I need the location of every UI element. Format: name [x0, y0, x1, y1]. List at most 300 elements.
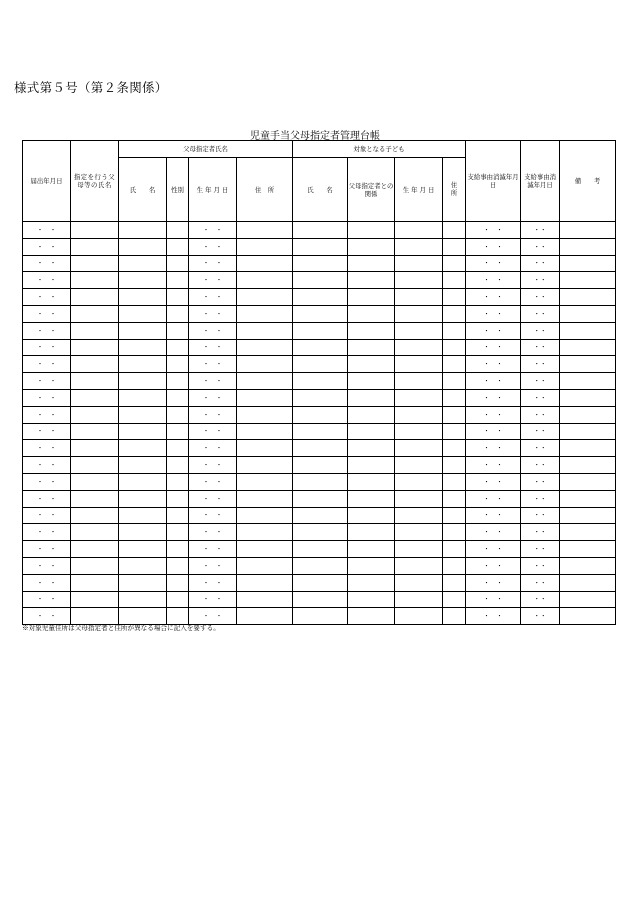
payment-loss-date-cell[interactable]: ・ ・ — [466, 591, 521, 608]
designee-address-cell[interactable] — [237, 591, 293, 608]
child-name-cell[interactable] — [293, 440, 348, 457]
payment-cease-date-cell[interactable]: ・・ — [521, 557, 560, 574]
child-birth-cell[interactable] — [395, 339, 443, 356]
child-name-cell[interactable] — [293, 507, 348, 524]
payment-loss-date-cell[interactable]: ・ ・ — [466, 457, 521, 474]
child-address-cell[interactable] — [443, 440, 466, 457]
child-birth-cell[interactable] — [395, 255, 443, 272]
designee-birth-cell[interactable]: ・ ・ — [189, 406, 237, 423]
designee-birth-cell[interactable]: ・ ・ — [189, 272, 237, 289]
child-relation-cell[interactable] — [348, 272, 395, 289]
payment-loss-date-cell[interactable]: ・ ・ — [466, 373, 521, 390]
payment-loss-date-cell[interactable]: ・ ・ — [466, 255, 521, 272]
child-name-cell[interactable] — [293, 356, 348, 373]
child-relation-cell[interactable] — [348, 238, 395, 255]
designee-name-cell[interactable] — [119, 238, 167, 255]
child-birth-cell[interactable] — [395, 406, 443, 423]
designee-name-cell[interactable] — [119, 557, 167, 574]
child-address-cell[interactable] — [443, 457, 466, 474]
designee-birth-cell[interactable]: ・ ・ — [189, 591, 237, 608]
remarks-cell[interactable] — [560, 289, 616, 306]
child-name-cell[interactable] — [293, 389, 348, 406]
payment-loss-date-cell[interactable]: ・ ・ — [466, 557, 521, 574]
designee-name-cell[interactable] — [119, 289, 167, 306]
child-birth-cell[interactable] — [395, 591, 443, 608]
designee-sex-cell[interactable] — [167, 356, 189, 373]
notify-date-cell[interactable]: ・ ・ — [23, 255, 71, 272]
child-birth-cell[interactable] — [395, 356, 443, 373]
designee-birth-cell[interactable]: ・ ・ — [189, 608, 237, 625]
child-address-cell[interactable] — [443, 591, 466, 608]
designee-name-cell[interactable] — [119, 490, 167, 507]
payment-loss-date-cell[interactable]: ・ ・ — [466, 507, 521, 524]
child-relation-cell[interactable] — [348, 440, 395, 457]
child-relation-cell[interactable] — [348, 591, 395, 608]
child-birth-cell[interactable] — [395, 507, 443, 524]
child-address-cell[interactable] — [443, 423, 466, 440]
child-relation-cell[interactable] — [348, 389, 395, 406]
child-address-cell[interactable] — [443, 222, 466, 239]
remarks-cell[interactable] — [560, 389, 616, 406]
designee-sex-cell[interactable] — [167, 238, 189, 255]
child-address-cell[interactable] — [443, 389, 466, 406]
child-address-cell[interactable] — [443, 406, 466, 423]
remarks-cell[interactable] — [560, 490, 616, 507]
designee-sex-cell[interactable] — [167, 339, 189, 356]
notify-date-cell[interactable]: ・ ・ — [23, 457, 71, 474]
designee-address-cell[interactable] — [237, 423, 293, 440]
child-name-cell[interactable] — [293, 406, 348, 423]
remarks-cell[interactable] — [560, 272, 616, 289]
child-address-cell[interactable] — [443, 356, 466, 373]
designee-address-cell[interactable] — [237, 524, 293, 541]
designee-name-cell[interactable] — [119, 389, 167, 406]
payment-loss-date-cell[interactable]: ・ ・ — [466, 524, 521, 541]
child-relation-cell[interactable] — [348, 423, 395, 440]
payment-loss-date-cell[interactable]: ・ ・ — [466, 541, 521, 558]
designee-name-cell[interactable] — [119, 423, 167, 440]
designator-name-cell[interactable] — [71, 322, 119, 339]
child-relation-cell[interactable] — [348, 339, 395, 356]
child-address-cell[interactable] — [443, 574, 466, 591]
notify-date-cell[interactable]: ・ ・ — [23, 440, 71, 457]
child-address-cell[interactable] — [443, 238, 466, 255]
child-name-cell[interactable] — [293, 305, 348, 322]
child-address-cell[interactable] — [443, 373, 466, 390]
payment-loss-date-cell[interactable]: ・ ・ — [466, 356, 521, 373]
payment-cease-date-cell[interactable]: ・・ — [521, 289, 560, 306]
notify-date-cell[interactable]: ・ ・ — [23, 356, 71, 373]
child-birth-cell[interactable] — [395, 541, 443, 558]
remarks-cell[interactable] — [560, 373, 616, 390]
designee-sex-cell[interactable] — [167, 524, 189, 541]
child-name-cell[interactable] — [293, 473, 348, 490]
designee-address-cell[interactable] — [237, 507, 293, 524]
remarks-cell[interactable] — [560, 541, 616, 558]
remarks-cell[interactable] — [560, 339, 616, 356]
notify-date-cell[interactable]: ・ ・ — [23, 490, 71, 507]
designee-address-cell[interactable] — [237, 289, 293, 306]
designee-birth-cell[interactable]: ・ ・ — [189, 457, 237, 474]
designee-name-cell[interactable] — [119, 541, 167, 558]
notify-date-cell[interactable]: ・ ・ — [23, 272, 71, 289]
child-birth-cell[interactable] — [395, 423, 443, 440]
child-birth-cell[interactable] — [395, 238, 443, 255]
child-relation-cell[interactable] — [348, 289, 395, 306]
designee-address-cell[interactable] — [237, 255, 293, 272]
designee-sex-cell[interactable] — [167, 490, 189, 507]
designee-sex-cell[interactable] — [167, 255, 189, 272]
child-relation-cell[interactable] — [348, 373, 395, 390]
payment-cease-date-cell[interactable]: ・・ — [521, 339, 560, 356]
designee-name-cell[interactable] — [119, 272, 167, 289]
designee-address-cell[interactable] — [237, 322, 293, 339]
designee-sex-cell[interactable] — [167, 440, 189, 457]
child-relation-cell[interactable] — [348, 574, 395, 591]
notify-date-cell[interactable]: ・ ・ — [23, 339, 71, 356]
notify-date-cell[interactable]: ・ ・ — [23, 557, 71, 574]
notify-date-cell[interactable]: ・ ・ — [23, 507, 71, 524]
child-name-cell[interactable] — [293, 322, 348, 339]
designee-address-cell[interactable] — [237, 473, 293, 490]
child-name-cell[interactable] — [293, 557, 348, 574]
payment-loss-date-cell[interactable]: ・ ・ — [466, 389, 521, 406]
designator-name-cell[interactable] — [71, 524, 119, 541]
designee-name-cell[interactable] — [119, 222, 167, 239]
child-address-cell[interactable] — [443, 524, 466, 541]
remarks-cell[interactable] — [560, 608, 616, 625]
child-relation-cell[interactable] — [348, 541, 395, 558]
child-address-cell[interactable] — [443, 289, 466, 306]
designee-address-cell[interactable] — [237, 541, 293, 558]
child-relation-cell[interactable] — [348, 473, 395, 490]
child-birth-cell[interactable] — [395, 305, 443, 322]
designee-address-cell[interactable] — [237, 339, 293, 356]
payment-loss-date-cell[interactable]: ・ ・ — [466, 238, 521, 255]
payment-cease-date-cell[interactable]: ・・ — [521, 322, 560, 339]
child-address-cell[interactable] — [443, 255, 466, 272]
designee-address-cell[interactable] — [237, 457, 293, 474]
designator-name-cell[interactable] — [71, 389, 119, 406]
designee-birth-cell[interactable]: ・ ・ — [189, 339, 237, 356]
notify-date-cell[interactable]: ・ ・ — [23, 608, 71, 625]
child-name-cell[interactable] — [293, 457, 348, 474]
remarks-cell[interactable] — [560, 238, 616, 255]
payment-cease-date-cell[interactable]: ・・ — [521, 305, 560, 322]
child-address-cell[interactable] — [443, 272, 466, 289]
designee-address-cell[interactable] — [237, 272, 293, 289]
payment-cease-date-cell[interactable]: ・・ — [521, 524, 560, 541]
designee-sex-cell[interactable] — [167, 322, 189, 339]
payment-cease-date-cell[interactable]: ・・ — [521, 490, 560, 507]
designee-name-cell[interactable] — [119, 356, 167, 373]
designee-address-cell[interactable] — [237, 557, 293, 574]
designee-sex-cell[interactable] — [167, 574, 189, 591]
payment-loss-date-cell[interactable]: ・ ・ — [466, 574, 521, 591]
child-birth-cell[interactable] — [395, 389, 443, 406]
designee-sex-cell[interactable] — [167, 222, 189, 239]
designator-name-cell[interactable] — [71, 238, 119, 255]
payment-loss-date-cell[interactable]: ・ ・ — [466, 222, 521, 239]
designee-address-cell[interactable] — [237, 389, 293, 406]
designee-birth-cell[interactable]: ・ ・ — [189, 440, 237, 457]
child-address-cell[interactable] — [443, 322, 466, 339]
remarks-cell[interactable] — [560, 356, 616, 373]
child-name-cell[interactable] — [293, 373, 348, 390]
payment-cease-date-cell[interactable]: ・・ — [521, 238, 560, 255]
designee-birth-cell[interactable]: ・ ・ — [189, 255, 237, 272]
designee-name-cell[interactable] — [119, 373, 167, 390]
designee-sex-cell[interactable] — [167, 557, 189, 574]
remarks-cell[interactable] — [560, 255, 616, 272]
designator-name-cell[interactable] — [71, 507, 119, 524]
remarks-cell[interactable] — [560, 473, 616, 490]
child-relation-cell[interactable] — [348, 305, 395, 322]
payment-cease-date-cell[interactable]: ・・ — [521, 507, 560, 524]
payment-cease-date-cell[interactable]: ・・ — [521, 222, 560, 239]
child-relation-cell[interactable] — [348, 507, 395, 524]
designee-birth-cell[interactable]: ・ ・ — [189, 423, 237, 440]
designee-sex-cell[interactable] — [167, 507, 189, 524]
designee-birth-cell[interactable]: ・ ・ — [189, 373, 237, 390]
child-name-cell[interactable] — [293, 272, 348, 289]
remarks-cell[interactable] — [560, 322, 616, 339]
child-birth-cell[interactable] — [395, 524, 443, 541]
child-birth-cell[interactable] — [395, 289, 443, 306]
child-address-cell[interactable] — [443, 557, 466, 574]
payment-loss-date-cell[interactable]: ・ ・ — [466, 490, 521, 507]
designator-name-cell[interactable] — [71, 574, 119, 591]
payment-cease-date-cell[interactable]: ・・ — [521, 457, 560, 474]
designee-sex-cell[interactable] — [167, 305, 189, 322]
child-relation-cell[interactable] — [348, 490, 395, 507]
designee-birth-cell[interactable]: ・ ・ — [189, 389, 237, 406]
child-address-cell[interactable] — [443, 339, 466, 356]
child-name-cell[interactable] — [293, 608, 348, 625]
child-relation-cell[interactable] — [348, 524, 395, 541]
payment-loss-date-cell[interactable]: ・ ・ — [466, 322, 521, 339]
notify-date-cell[interactable]: ・ ・ — [23, 574, 71, 591]
payment-cease-date-cell[interactable]: ・・ — [521, 373, 560, 390]
designee-name-cell[interactable] — [119, 305, 167, 322]
remarks-cell[interactable] — [560, 591, 616, 608]
child-relation-cell[interactable] — [348, 356, 395, 373]
notify-date-cell[interactable]: ・ ・ — [23, 373, 71, 390]
child-birth-cell[interactable] — [395, 608, 443, 625]
designator-name-cell[interactable] — [71, 541, 119, 558]
remarks-cell[interactable] — [560, 507, 616, 524]
child-address-cell[interactable] — [443, 608, 466, 625]
payment-cease-date-cell[interactable]: ・・ — [521, 541, 560, 558]
designee-name-cell[interactable] — [119, 574, 167, 591]
designee-sex-cell[interactable] — [167, 457, 189, 474]
payment-loss-date-cell[interactable]: ・ ・ — [466, 608, 521, 625]
designee-birth-cell[interactable]: ・ ・ — [189, 289, 237, 306]
designee-name-cell[interactable] — [119, 339, 167, 356]
remarks-cell[interactable] — [560, 574, 616, 591]
child-name-cell[interactable] — [293, 255, 348, 272]
child-relation-cell[interactable] — [348, 457, 395, 474]
notify-date-cell[interactable]: ・ ・ — [23, 473, 71, 490]
child-relation-cell[interactable] — [348, 608, 395, 625]
child-birth-cell[interactable] — [395, 222, 443, 239]
child-address-cell[interactable] — [443, 541, 466, 558]
designee-sex-cell[interactable] — [167, 591, 189, 608]
payment-loss-date-cell[interactable]: ・ ・ — [466, 289, 521, 306]
designee-birth-cell[interactable]: ・ ・ — [189, 574, 237, 591]
notify-date-cell[interactable]: ・ ・ — [23, 541, 71, 558]
designee-name-cell[interactable] — [119, 255, 167, 272]
payment-cease-date-cell[interactable]: ・・ — [521, 608, 560, 625]
remarks-cell[interactable] — [560, 222, 616, 239]
payment-cease-date-cell[interactable]: ・・ — [521, 423, 560, 440]
designee-sex-cell[interactable] — [167, 541, 189, 558]
child-birth-cell[interactable] — [395, 322, 443, 339]
designee-sex-cell[interactable] — [167, 423, 189, 440]
payment-cease-date-cell[interactable]: ・・ — [521, 440, 560, 457]
designee-address-cell[interactable] — [237, 608, 293, 625]
payment-cease-date-cell[interactable]: ・・ — [521, 356, 560, 373]
remarks-cell[interactable] — [560, 524, 616, 541]
child-birth-cell[interactable] — [395, 272, 443, 289]
child-relation-cell[interactable] — [348, 406, 395, 423]
payment-loss-date-cell[interactable]: ・ ・ — [466, 440, 521, 457]
designator-name-cell[interactable] — [71, 289, 119, 306]
notify-date-cell[interactable]: ・ ・ — [23, 238, 71, 255]
designee-sex-cell[interactable] — [167, 473, 189, 490]
designee-birth-cell[interactable]: ・ ・ — [189, 541, 237, 558]
child-name-cell[interactable] — [293, 339, 348, 356]
notify-date-cell[interactable]: ・ ・ — [23, 406, 71, 423]
payment-cease-date-cell[interactable]: ・・ — [521, 272, 560, 289]
designator-name-cell[interactable] — [71, 423, 119, 440]
child-relation-cell[interactable] — [348, 222, 395, 239]
designee-name-cell[interactable] — [119, 507, 167, 524]
designee-name-cell[interactable] — [119, 591, 167, 608]
designee-address-cell[interactable] — [237, 305, 293, 322]
child-name-cell[interactable] — [293, 423, 348, 440]
designee-address-cell[interactable] — [237, 238, 293, 255]
designee-address-cell[interactable] — [237, 574, 293, 591]
child-birth-cell[interactable] — [395, 490, 443, 507]
designee-birth-cell[interactable]: ・ ・ — [189, 473, 237, 490]
designee-birth-cell[interactable]: ・ ・ — [189, 490, 237, 507]
notify-date-cell[interactable]: ・ ・ — [23, 389, 71, 406]
child-relation-cell[interactable] — [348, 255, 395, 272]
designee-sex-cell[interactable] — [167, 289, 189, 306]
designator-name-cell[interactable] — [71, 222, 119, 239]
designator-name-cell[interactable] — [71, 255, 119, 272]
child-name-cell[interactable] — [293, 289, 348, 306]
designee-name-cell[interactable] — [119, 457, 167, 474]
child-name-cell[interactable] — [293, 490, 348, 507]
notify-date-cell[interactable]: ・ ・ — [23, 289, 71, 306]
designee-birth-cell[interactable]: ・ ・ — [189, 507, 237, 524]
payment-loss-date-cell[interactable]: ・ ・ — [466, 423, 521, 440]
child-name-cell[interactable] — [293, 541, 348, 558]
child-address-cell[interactable] — [443, 473, 466, 490]
designee-sex-cell[interactable] — [167, 373, 189, 390]
child-name-cell[interactable] — [293, 574, 348, 591]
designee-name-cell[interactable] — [119, 440, 167, 457]
payment-cease-date-cell[interactable]: ・・ — [521, 255, 560, 272]
designee-name-cell[interactable] — [119, 473, 167, 490]
designee-address-cell[interactable] — [237, 222, 293, 239]
child-address-cell[interactable] — [443, 305, 466, 322]
designee-birth-cell[interactable]: ・ ・ — [189, 524, 237, 541]
child-birth-cell[interactable] — [395, 440, 443, 457]
designator-name-cell[interactable] — [71, 490, 119, 507]
remarks-cell[interactable] — [560, 305, 616, 322]
designator-name-cell[interactable] — [71, 457, 119, 474]
notify-date-cell[interactable]: ・ ・ — [23, 305, 71, 322]
designee-name-cell[interactable] — [119, 322, 167, 339]
payment-loss-date-cell[interactable]: ・ ・ — [466, 305, 521, 322]
child-name-cell[interactable] — [293, 591, 348, 608]
child-address-cell[interactable] — [443, 507, 466, 524]
designee-address-cell[interactable] — [237, 373, 293, 390]
designee-name-cell[interactable] — [119, 524, 167, 541]
remarks-cell[interactable] — [560, 457, 616, 474]
child-relation-cell[interactable] — [348, 322, 395, 339]
designator-name-cell[interactable] — [71, 339, 119, 356]
designator-name-cell[interactable] — [71, 406, 119, 423]
payment-cease-date-cell[interactable]: ・・ — [521, 473, 560, 490]
child-name-cell[interactable] — [293, 238, 348, 255]
designee-name-cell[interactable] — [119, 406, 167, 423]
designator-name-cell[interactable] — [71, 440, 119, 457]
designator-name-cell[interactable] — [71, 473, 119, 490]
child-birth-cell[interactable] — [395, 457, 443, 474]
designee-address-cell[interactable] — [237, 440, 293, 457]
child-birth-cell[interactable] — [395, 373, 443, 390]
designator-name-cell[interactable] — [71, 557, 119, 574]
notify-date-cell[interactable]: ・ ・ — [23, 591, 71, 608]
designee-birth-cell[interactable]: ・ ・ — [189, 356, 237, 373]
notify-date-cell[interactable]: ・ ・ — [23, 222, 71, 239]
designee-birth-cell[interactable]: ・ ・ — [189, 322, 237, 339]
notify-date-cell[interactable]: ・ ・ — [23, 423, 71, 440]
remarks-cell[interactable] — [560, 406, 616, 423]
designee-sex-cell[interactable] — [167, 406, 189, 423]
designator-name-cell[interactable] — [71, 591, 119, 608]
payment-loss-date-cell[interactable]: ・ ・ — [466, 473, 521, 490]
payment-loss-date-cell[interactable]: ・ ・ — [466, 406, 521, 423]
designator-name-cell[interactable] — [71, 272, 119, 289]
remarks-cell[interactable] — [560, 557, 616, 574]
remarks-cell[interactable] — [560, 440, 616, 457]
payment-loss-date-cell[interactable]: ・ ・ — [466, 272, 521, 289]
child-birth-cell[interactable] — [395, 557, 443, 574]
child-birth-cell[interactable] — [395, 574, 443, 591]
designee-sex-cell[interactable] — [167, 272, 189, 289]
notify-date-cell[interactable]: ・ ・ — [23, 322, 71, 339]
child-relation-cell[interactable] — [348, 557, 395, 574]
designee-birth-cell[interactable]: ・ ・ — [189, 238, 237, 255]
child-address-cell[interactable] — [443, 490, 466, 507]
designee-birth-cell[interactable]: ・ ・ — [189, 305, 237, 322]
payment-loss-date-cell[interactable]: ・ ・ — [466, 339, 521, 356]
designee-address-cell[interactable] — [237, 356, 293, 373]
designee-birth-cell[interactable]: ・ ・ — [189, 557, 237, 574]
child-name-cell[interactable] — [293, 524, 348, 541]
payment-cease-date-cell[interactable]: ・・ — [521, 389, 560, 406]
payment-cease-date-cell[interactable]: ・・ — [521, 406, 560, 423]
notify-date-cell[interactable]: ・ ・ — [23, 524, 71, 541]
child-birth-cell[interactable] — [395, 473, 443, 490]
designator-name-cell[interactable] — [71, 373, 119, 390]
designator-name-cell[interactable] — [71, 356, 119, 373]
